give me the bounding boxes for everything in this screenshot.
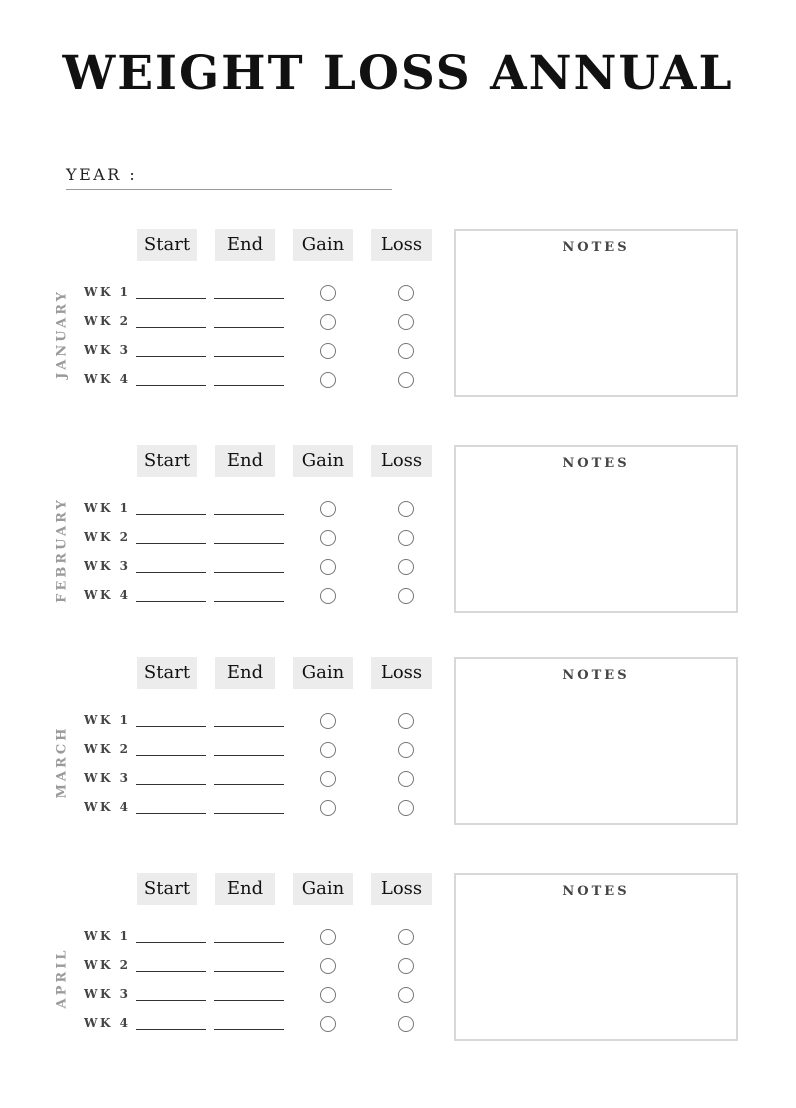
gain-header: Gain [293, 657, 353, 689]
week-row [84, 799, 444, 819]
loss-checkbox[interactable] [398, 501, 414, 517]
gain-checkbox[interactable] [320, 771, 336, 787]
week-row [84, 342, 444, 362]
notes-box[interactable] [454, 657, 738, 825]
week-label: WK 2 [84, 530, 131, 544]
week-row [84, 957, 444, 977]
week-row [84, 1015, 444, 1035]
start-weight-line[interactable] [136, 298, 206, 299]
month-section-january: JANUARY Start End Gain Loss WK 1 WK 2 WK 3 WK 4 NOTES [0, 229, 796, 404]
week-row [84, 284, 444, 304]
notes-box[interactable] [454, 873, 738, 1041]
gain-header: Gain [293, 873, 353, 905]
gain-checkbox[interactable] [320, 314, 336, 330]
start-header: Start [137, 873, 197, 905]
week-row [84, 500, 444, 520]
week-label: WK 1 [84, 713, 131, 727]
gain-checkbox[interactable] [320, 372, 336, 388]
week-label: WK 4 [84, 800, 131, 814]
week-row [84, 529, 444, 549]
end-weight-line[interactable] [214, 1029, 284, 1030]
notes-box[interactable] [454, 229, 738, 397]
end-weight-line[interactable] [214, 755, 284, 756]
end-weight-line[interactable] [214, 543, 284, 544]
start-weight-line[interactable] [136, 543, 206, 544]
gain-checkbox[interactable] [320, 1016, 336, 1032]
loss-checkbox[interactable] [398, 1016, 414, 1032]
loss-header: Loss [371, 657, 432, 689]
loss-checkbox[interactable] [398, 929, 414, 945]
gain-checkbox[interactable] [320, 987, 336, 1003]
week-label: WK 4 [84, 1016, 131, 1030]
loss-checkbox[interactable] [398, 285, 414, 301]
loss-checkbox[interactable] [398, 713, 414, 729]
start-weight-line[interactable] [136, 1029, 206, 1030]
week-label: WK 1 [84, 501, 131, 515]
notes-box[interactable] [454, 445, 738, 613]
loss-checkbox[interactable] [398, 588, 414, 604]
end-weight-line[interactable] [214, 726, 284, 727]
end-header: End [215, 229, 275, 261]
gain-checkbox[interactable] [320, 929, 336, 945]
start-weight-line[interactable] [136, 1000, 206, 1001]
start-weight-line[interactable] [136, 601, 206, 602]
end-weight-line[interactable] [214, 784, 284, 785]
year-input-line[interactable] [66, 189, 392, 190]
loss-checkbox[interactable] [398, 314, 414, 330]
week-row [84, 712, 444, 732]
week-row [84, 928, 444, 948]
start-header: Start [137, 445, 197, 477]
week-row [84, 558, 444, 578]
week-row [84, 986, 444, 1006]
gain-header: Gain [293, 229, 353, 261]
week-label: WK 3 [84, 987, 131, 1001]
start-weight-line[interactable] [136, 784, 206, 785]
week-label: WK 3 [84, 771, 131, 785]
week-label: WK 3 [84, 559, 131, 573]
start-weight-line[interactable] [136, 942, 206, 943]
end-weight-line[interactable] [214, 356, 284, 357]
gain-checkbox[interactable] [320, 530, 336, 546]
gain-checkbox[interactable] [320, 559, 336, 575]
gain-checkbox[interactable] [320, 285, 336, 301]
month-section-march: MARCH Start End Gain Loss WK 1 WK 2 WK 3 WK 4 NOTES [0, 657, 796, 832]
loss-checkbox[interactable] [398, 372, 414, 388]
start-weight-line[interactable] [136, 514, 206, 515]
gain-checkbox[interactable] [320, 713, 336, 729]
week-row [84, 371, 444, 391]
notes-label: NOTES [562, 240, 630, 255]
gain-header: Gain [293, 445, 353, 477]
loss-checkbox[interactable] [398, 343, 414, 359]
week-label: WK 2 [84, 958, 131, 972]
loss-checkbox[interactable] [398, 530, 414, 546]
month-section-april: APRIL Start End Gain Loss WK 1 WK 2 WK 3 WK 4 NOTES [0, 873, 796, 1048]
gain-checkbox[interactable] [320, 742, 336, 758]
gain-checkbox[interactable] [320, 800, 336, 816]
end-weight-line[interactable] [214, 385, 284, 386]
week-label: WK 4 [84, 588, 131, 602]
week-row [84, 770, 444, 790]
end-header: End [215, 873, 275, 905]
start-header: Start [137, 657, 197, 689]
notes-label: NOTES [562, 668, 630, 683]
end-weight-line[interactable] [214, 971, 284, 972]
loss-checkbox[interactable] [398, 771, 414, 787]
start-weight-line[interactable] [136, 356, 206, 357]
start-header: Start [137, 229, 197, 261]
page-title: WEIGHT LOSS ANNUAL [62, 46, 734, 101]
year-label: YEAR : [66, 165, 138, 184]
end-weight-line[interactable] [214, 298, 284, 299]
end-weight-line[interactable] [214, 514, 284, 515]
week-label: WK 1 [84, 929, 131, 943]
gain-checkbox[interactable] [320, 343, 336, 359]
gain-checkbox[interactable] [320, 588, 336, 604]
loss-header: Loss [371, 229, 432, 261]
gain-checkbox[interactable] [320, 501, 336, 517]
end-weight-line[interactable] [214, 813, 284, 814]
start-weight-line[interactable] [136, 726, 206, 727]
start-weight-line[interactable] [136, 755, 206, 756]
loss-header: Loss [371, 873, 432, 905]
end-weight-line[interactable] [214, 572, 284, 573]
loss-checkbox[interactable] [398, 559, 414, 575]
week-row [84, 741, 444, 761]
end-weight-line[interactable] [214, 327, 284, 328]
end-weight-line[interactable] [214, 1000, 284, 1001]
month-section-february: FEBRUARY Start End Gain Loss WK 1 WK 2 WK 3 WK 4 NOTES [0, 445, 796, 620]
notes-label: NOTES [562, 884, 630, 899]
loss-checkbox[interactable] [398, 800, 414, 816]
start-weight-line[interactable] [136, 971, 206, 972]
start-weight-line[interactable] [136, 813, 206, 814]
loss-checkbox[interactable] [398, 742, 414, 758]
start-weight-line[interactable] [136, 327, 206, 328]
loss-checkbox[interactable] [398, 958, 414, 974]
notes-label: NOTES [562, 456, 630, 471]
week-label: WK 3 [84, 343, 131, 357]
week-label: WK 2 [84, 742, 131, 756]
end-header: End [215, 657, 275, 689]
end-header: End [215, 445, 275, 477]
loss-checkbox[interactable] [398, 987, 414, 1003]
week-label: WK 1 [84, 285, 131, 299]
week-row [84, 587, 444, 607]
week-row [84, 313, 444, 333]
end-weight-line[interactable] [214, 942, 284, 943]
start-weight-line[interactable] [136, 385, 206, 386]
loss-header: Loss [371, 445, 432, 477]
start-weight-line[interactable] [136, 572, 206, 573]
end-weight-line[interactable] [214, 601, 284, 602]
gain-checkbox[interactable] [320, 958, 336, 974]
week-label: WK 4 [84, 372, 131, 386]
week-label: WK 2 [84, 314, 131, 328]
